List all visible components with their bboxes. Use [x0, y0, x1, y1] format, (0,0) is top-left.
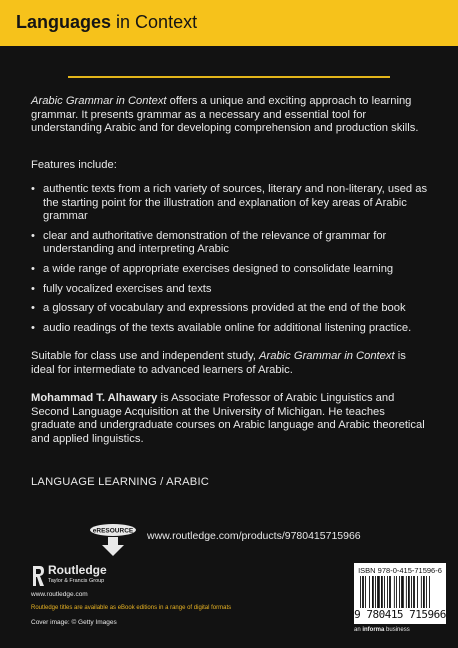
feature-text: a wide range of appropriate exercises designed to consolidate learning [43, 262, 394, 275]
bullet-icon: • [31, 321, 35, 334]
intro-text: offers a unique and exciting approach to learning grammar. It presents grammar as a necessary and essential tool for understanding Arabic and for developing comprehension and production skills. [31, 95, 419, 135]
series-title [16, 12, 197, 33]
feature-text: clear and authoritative demonstration of the relevance of grammar for understanding and interpreting Arabic [43, 229, 387, 256]
barcode-icon [360, 576, 440, 608]
feature-text: a glossary of vocabulary and expressions provided at the end of the book [43, 302, 406, 315]
resource-url[interactable]: www.routledge.com/products/9780415715966 [147, 530, 361, 542]
audience-text-before: Suitable for class use and independent study, [31, 350, 260, 362]
author-bio-text: is Associate Professor of Arabic Linguistics and Second Language Acquisition at the University of Michigan. He teaches graduate and undergraduate courses on Arabic language and Arabic theoretical and applied linguistics. [31, 392, 425, 445]
publisher-website[interactable]: www.routledge.com [31, 591, 88, 598]
feature-item [31, 322, 431, 336]
audience-text-after: is ideal for intermediate to advanced learners of Arabic. [31, 350, 406, 376]
barcode-panel [354, 563, 446, 624]
download-arrow-shape [102, 537, 124, 556]
isbn-text: ISBN 978-0-415-71596-6 [358, 566, 442, 575]
informa-bold: informa [362, 627, 385, 633]
publisher-group: Taylor & Francis Group [48, 578, 105, 584]
audience-paragraph [31, 350, 431, 377]
feature-text: fully vocalized exercises and texts [43, 282, 212, 295]
bullet-icon: • [31, 262, 35, 275]
bullet-icon: • [31, 282, 35, 295]
feature-item [31, 283, 431, 297]
feature-item [31, 183, 431, 224]
ebook-note: Routledge titles are available as eBook editions in a range of digital formats [31, 605, 232, 611]
bullet-icon: • [31, 183, 35, 195]
intro-paragraph [31, 95, 431, 136]
series-title-rest: in Context [111, 12, 198, 32]
routledge-logo-icon [31, 565, 45, 587]
ean-number: 9 780415 715966 [354, 608, 446, 621]
series-title-bold: Languages [16, 12, 112, 32]
eresource-icon-text: eRESOURCE [92, 527, 134, 535]
informa-suffix: business [384, 627, 410, 633]
book-title: Arabic Grammar in Context [31, 95, 167, 107]
divider-rule [68, 76, 390, 78]
feature-item [31, 230, 431, 257]
bullet-icon: • [31, 229, 35, 242]
subject-category: LANGUAGE LEARNING / ARABIC [31, 476, 210, 488]
series-banner [0, 0, 458, 46]
feature-item [31, 263, 431, 277]
audience-book-title: Arabic Grammar in Context [259, 350, 395, 362]
eresource-icon [86, 522, 140, 558]
feature-text: authentic texts from a rich variety of sources, literary and non-literary, used as the starting point for the illustration and explanation of key areas of Arabic grammar [43, 183, 428, 223]
feature-text: audio readings of the texts available online for additional listening practice. [43, 321, 412, 334]
informa-tagline [354, 627, 410, 633]
features-list [31, 183, 431, 341]
features-heading: Features include: [31, 159, 117, 171]
feature-item [31, 302, 431, 316]
informa-prefix: an [354, 627, 363, 633]
publisher-name: Routledge [48, 563, 107, 577]
cover-credit: Cover image: © Getty Images [31, 619, 117, 626]
author-name: Mohammad T. Alhawary [31, 392, 158, 404]
author-bio [31, 392, 431, 446]
bullet-icon: • [31, 302, 35, 315]
